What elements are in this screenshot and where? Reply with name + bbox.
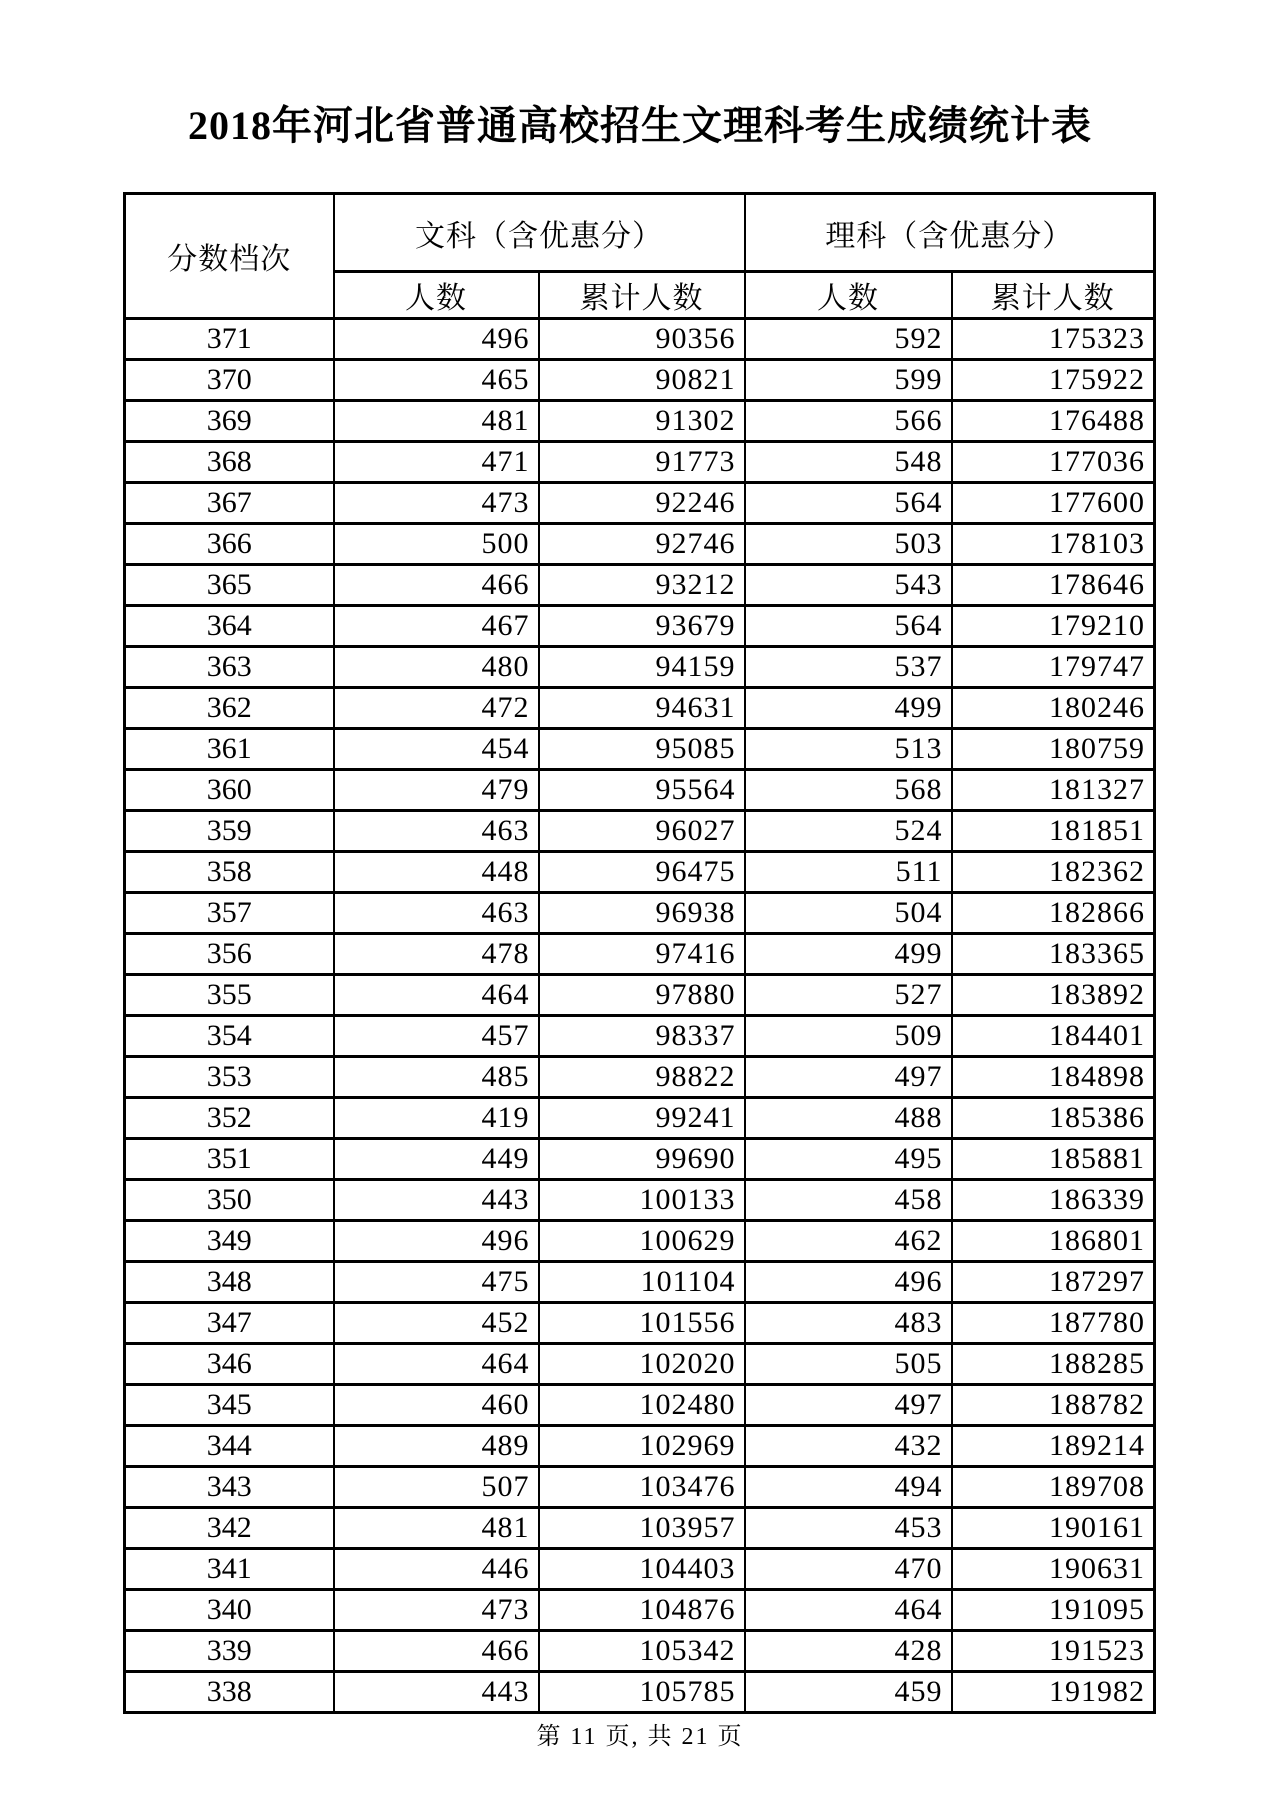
cumulative-cell: 189214	[952, 1426, 1155, 1467]
cumulative-cell: 100133	[539, 1180, 745, 1221]
page-number: 第 11 页, 共 21 页	[536, 1724, 744, 1750]
count-cell: 496	[334, 1221, 539, 1262]
score-level-cell: 344	[125, 1426, 334, 1467]
cumulative-cell: 187297	[952, 1262, 1155, 1303]
cumulative-cell: 101104	[539, 1262, 745, 1303]
header-science-count: 人数	[745, 272, 952, 319]
table-row	[125, 1631, 1155, 1672]
score-level-cell: 348	[125, 1262, 334, 1303]
cumulative-cell: 105785	[539, 1672, 745, 1713]
count-cell: 463	[334, 811, 539, 852]
count-cell: 472	[334, 688, 539, 729]
score-level-cell: 358	[125, 852, 334, 893]
count-cell: 504	[745, 893, 952, 934]
page-title: 2018年河北省普通高校招生文理科考生成绩统计表	[188, 103, 1092, 148]
cumulative-cell: 185386	[952, 1098, 1155, 1139]
score-level-cell: 352	[125, 1098, 334, 1139]
score-level-cell: 369	[125, 401, 334, 442]
table-row	[125, 1303, 1155, 1344]
table-row	[125, 1221, 1155, 1262]
count-cell: 499	[745, 934, 952, 975]
cumulative-cell: 93212	[539, 565, 745, 606]
table-row	[125, 319, 1155, 360]
table-row	[125, 729, 1155, 770]
count-cell: 568	[745, 770, 952, 811]
count-cell: 432	[745, 1426, 952, 1467]
count-cell: 467	[334, 606, 539, 647]
table-row	[125, 1016, 1155, 1057]
table-row	[125, 1549, 1155, 1590]
cumulative-cell: 95085	[539, 729, 745, 770]
count-cell: 473	[334, 483, 539, 524]
cumulative-cell: 179747	[952, 647, 1155, 688]
header-liberal-arts-count: 人数	[334, 272, 539, 319]
count-cell: 443	[334, 1180, 539, 1221]
cumulative-cell: 97880	[539, 975, 745, 1016]
score-level-cell: 362	[125, 688, 334, 729]
score-level-cell: 370	[125, 360, 334, 401]
cumulative-cell: 97416	[539, 934, 745, 975]
cumulative-cell: 178103	[952, 524, 1155, 565]
count-cell: 457	[334, 1016, 539, 1057]
count-cell: 537	[745, 647, 952, 688]
cumulative-cell: 91773	[539, 442, 745, 483]
table-row	[125, 1098, 1155, 1139]
count-cell: 524	[745, 811, 952, 852]
score-level-cell: 354	[125, 1016, 334, 1057]
table-row	[125, 893, 1155, 934]
table-row	[125, 975, 1155, 1016]
score-level-cell: 342	[125, 1508, 334, 1549]
count-cell: 505	[745, 1344, 952, 1385]
cumulative-cell: 184401	[952, 1016, 1155, 1057]
count-cell: 465	[334, 360, 539, 401]
cumulative-cell: 190161	[952, 1508, 1155, 1549]
cumulative-cell: 180246	[952, 688, 1155, 729]
cumulative-cell: 94631	[539, 688, 745, 729]
score-level-cell: 357	[125, 893, 334, 934]
cumulative-cell: 181851	[952, 811, 1155, 852]
table-row	[125, 852, 1155, 893]
table-row	[125, 1262, 1155, 1303]
count-cell: 483	[745, 1303, 952, 1344]
table-row	[125, 401, 1155, 442]
count-cell: 488	[745, 1098, 952, 1139]
table-row	[125, 1672, 1155, 1713]
count-cell: 466	[334, 565, 539, 606]
table-row	[125, 483, 1155, 524]
score-level-cell: 346	[125, 1344, 334, 1385]
cumulative-cell: 191095	[952, 1590, 1155, 1631]
count-cell: 464	[334, 1344, 539, 1385]
cumulative-cell: 184898	[952, 1057, 1155, 1098]
cumulative-cell: 92246	[539, 483, 745, 524]
cumulative-cell: 96027	[539, 811, 745, 852]
score-level-cell: 359	[125, 811, 334, 852]
cumulative-cell: 102969	[539, 1426, 745, 1467]
count-cell: 470	[745, 1549, 952, 1590]
count-cell: 592	[745, 319, 952, 360]
cumulative-cell: 188782	[952, 1385, 1155, 1426]
count-cell: 527	[745, 975, 952, 1016]
table-row	[125, 647, 1155, 688]
cumulative-cell: 191523	[952, 1631, 1155, 1672]
header-science-group: 理科（含优惠分）	[745, 194, 1155, 272]
cumulative-cell: 93679	[539, 606, 745, 647]
cumulative-cell: 183892	[952, 975, 1155, 1016]
score-level-cell: 341	[125, 1549, 334, 1590]
table-row	[125, 1508, 1155, 1549]
score-level-cell: 367	[125, 483, 334, 524]
cumulative-cell: 103957	[539, 1508, 745, 1549]
score-level-cell: 338	[125, 1672, 334, 1713]
table-row	[125, 565, 1155, 606]
cumulative-cell: 96475	[539, 852, 745, 893]
cumulative-cell: 100629	[539, 1221, 745, 1262]
count-cell: 464	[745, 1590, 952, 1631]
count-cell: 471	[334, 442, 539, 483]
cumulative-cell: 104403	[539, 1549, 745, 1590]
score-level-cell: 364	[125, 606, 334, 647]
count-cell: 481	[334, 401, 539, 442]
cumulative-cell: 178646	[952, 565, 1155, 606]
cumulative-cell: 186801	[952, 1221, 1155, 1262]
cumulative-cell: 90821	[539, 360, 745, 401]
score-level-cell: 353	[125, 1057, 334, 1098]
count-cell: 446	[334, 1549, 539, 1590]
score-level-cell: 350	[125, 1180, 334, 1221]
count-cell: 454	[334, 729, 539, 770]
count-cell: 566	[745, 401, 952, 442]
cumulative-cell: 103476	[539, 1467, 745, 1508]
header-score-level: 分数档次	[125, 194, 334, 319]
score-level-cell: 340	[125, 1590, 334, 1631]
score-level-cell: 345	[125, 1385, 334, 1426]
count-cell: 489	[334, 1426, 539, 1467]
count-cell: 452	[334, 1303, 539, 1344]
score-level-cell: 368	[125, 442, 334, 483]
cumulative-cell: 182866	[952, 893, 1155, 934]
cumulative-cell: 177036	[952, 442, 1155, 483]
table-header-group-row	[125, 194, 1155, 272]
count-cell: 481	[334, 1508, 539, 1549]
count-cell: 499	[745, 688, 952, 729]
score-level-cell: 356	[125, 934, 334, 975]
count-cell: 459	[745, 1672, 952, 1713]
count-cell: 460	[334, 1385, 539, 1426]
count-cell: 507	[334, 1467, 539, 1508]
count-cell: 548	[745, 442, 952, 483]
score-level-cell: 343	[125, 1467, 334, 1508]
cumulative-cell: 183365	[952, 934, 1155, 975]
cumulative-cell: 175323	[952, 319, 1155, 360]
cumulative-cell: 98337	[539, 1016, 745, 1057]
cumulative-cell: 187780	[952, 1303, 1155, 1344]
cumulative-cell: 95564	[539, 770, 745, 811]
cumulative-cell: 96938	[539, 893, 745, 934]
table-row	[125, 524, 1155, 565]
table-row	[125, 360, 1155, 401]
count-cell: 464	[334, 975, 539, 1016]
cumulative-cell: 98822	[539, 1057, 745, 1098]
table-row	[125, 1467, 1155, 1508]
table-row	[125, 770, 1155, 811]
count-cell: 419	[334, 1098, 539, 1139]
cumulative-cell: 102480	[539, 1385, 745, 1426]
table-row	[125, 1590, 1155, 1631]
table-row	[125, 442, 1155, 483]
cumulative-cell: 190631	[952, 1549, 1155, 1590]
score-level-cell: 366	[125, 524, 334, 565]
table-row	[125, 934, 1155, 975]
score-level-cell: 361	[125, 729, 334, 770]
count-cell: 599	[745, 360, 952, 401]
count-cell: 453	[745, 1508, 952, 1549]
table-row	[125, 688, 1155, 729]
cumulative-cell: 189708	[952, 1467, 1155, 1508]
count-cell: 509	[745, 1016, 952, 1057]
cumulative-cell: 105342	[539, 1631, 745, 1672]
count-cell: 494	[745, 1467, 952, 1508]
count-cell: 480	[334, 647, 539, 688]
count-cell: 485	[334, 1057, 539, 1098]
cumulative-cell: 186339	[952, 1180, 1155, 1221]
table-row	[125, 1139, 1155, 1180]
cumulative-cell: 179210	[952, 606, 1155, 647]
count-cell: 463	[334, 893, 539, 934]
count-cell: 462	[745, 1221, 952, 1262]
count-cell: 543	[745, 565, 952, 606]
score-level-cell: 360	[125, 770, 334, 811]
score-level-cell: 349	[125, 1221, 334, 1262]
count-cell: 428	[745, 1631, 952, 1672]
score-level-cell: 347	[125, 1303, 334, 1344]
cumulative-cell: 94159	[539, 647, 745, 688]
cumulative-cell: 99690	[539, 1139, 745, 1180]
cumulative-cell: 91302	[539, 401, 745, 442]
count-cell: 564	[745, 606, 952, 647]
count-cell: 473	[334, 1590, 539, 1631]
count-cell: 495	[745, 1139, 952, 1180]
count-cell: 478	[334, 934, 539, 975]
cumulative-cell: 104876	[539, 1590, 745, 1631]
count-cell: 458	[745, 1180, 952, 1221]
count-cell: 497	[745, 1385, 952, 1426]
cumulative-cell: 188285	[952, 1344, 1155, 1385]
cumulative-cell: 180759	[952, 729, 1155, 770]
cumulative-cell: 185881	[952, 1139, 1155, 1180]
table-row	[125, 811, 1155, 852]
cumulative-cell: 92746	[539, 524, 745, 565]
score-level-cell: 365	[125, 565, 334, 606]
score-level-cell: 355	[125, 975, 334, 1016]
header-liberal-arts-group: 文科（含优惠分）	[334, 194, 745, 272]
cumulative-cell: 102020	[539, 1344, 745, 1385]
count-cell: 497	[745, 1057, 952, 1098]
cumulative-cell: 101556	[539, 1303, 745, 1344]
header-science-cumulative: 累计人数	[952, 272, 1155, 319]
count-cell: 511	[745, 852, 952, 893]
count-cell: 448	[334, 852, 539, 893]
cumulative-cell: 99241	[539, 1098, 745, 1139]
cumulative-cell: 176488	[952, 401, 1155, 442]
table-row	[125, 1180, 1155, 1221]
count-cell: 443	[334, 1672, 539, 1713]
cumulative-cell: 90356	[539, 319, 745, 360]
table-row	[125, 606, 1155, 647]
count-cell: 503	[745, 524, 952, 565]
cumulative-cell: 182362	[952, 852, 1155, 893]
count-cell: 500	[334, 524, 539, 565]
count-cell: 496	[745, 1262, 952, 1303]
score-level-cell: 351	[125, 1139, 334, 1180]
count-cell: 449	[334, 1139, 539, 1180]
score-level-cell: 371	[125, 319, 334, 360]
table-row	[125, 1344, 1155, 1385]
cumulative-cell: 191982	[952, 1672, 1155, 1713]
cumulative-cell: 177600	[952, 483, 1155, 524]
count-cell: 564	[745, 483, 952, 524]
header-liberal-arts-cumulative: 累计人数	[539, 272, 745, 319]
score-level-cell: 363	[125, 647, 334, 688]
table-row	[125, 1057, 1155, 1098]
table-row	[125, 1385, 1155, 1426]
score-statistics-table	[123, 192, 1156, 1714]
count-cell: 496	[334, 319, 539, 360]
count-cell: 479	[334, 770, 539, 811]
cumulative-cell: 181327	[952, 770, 1155, 811]
count-cell: 475	[334, 1262, 539, 1303]
score-level-cell: 339	[125, 1631, 334, 1672]
count-cell: 466	[334, 1631, 539, 1672]
cumulative-cell: 175922	[952, 360, 1155, 401]
count-cell: 513	[745, 729, 952, 770]
table-row	[125, 1426, 1155, 1467]
